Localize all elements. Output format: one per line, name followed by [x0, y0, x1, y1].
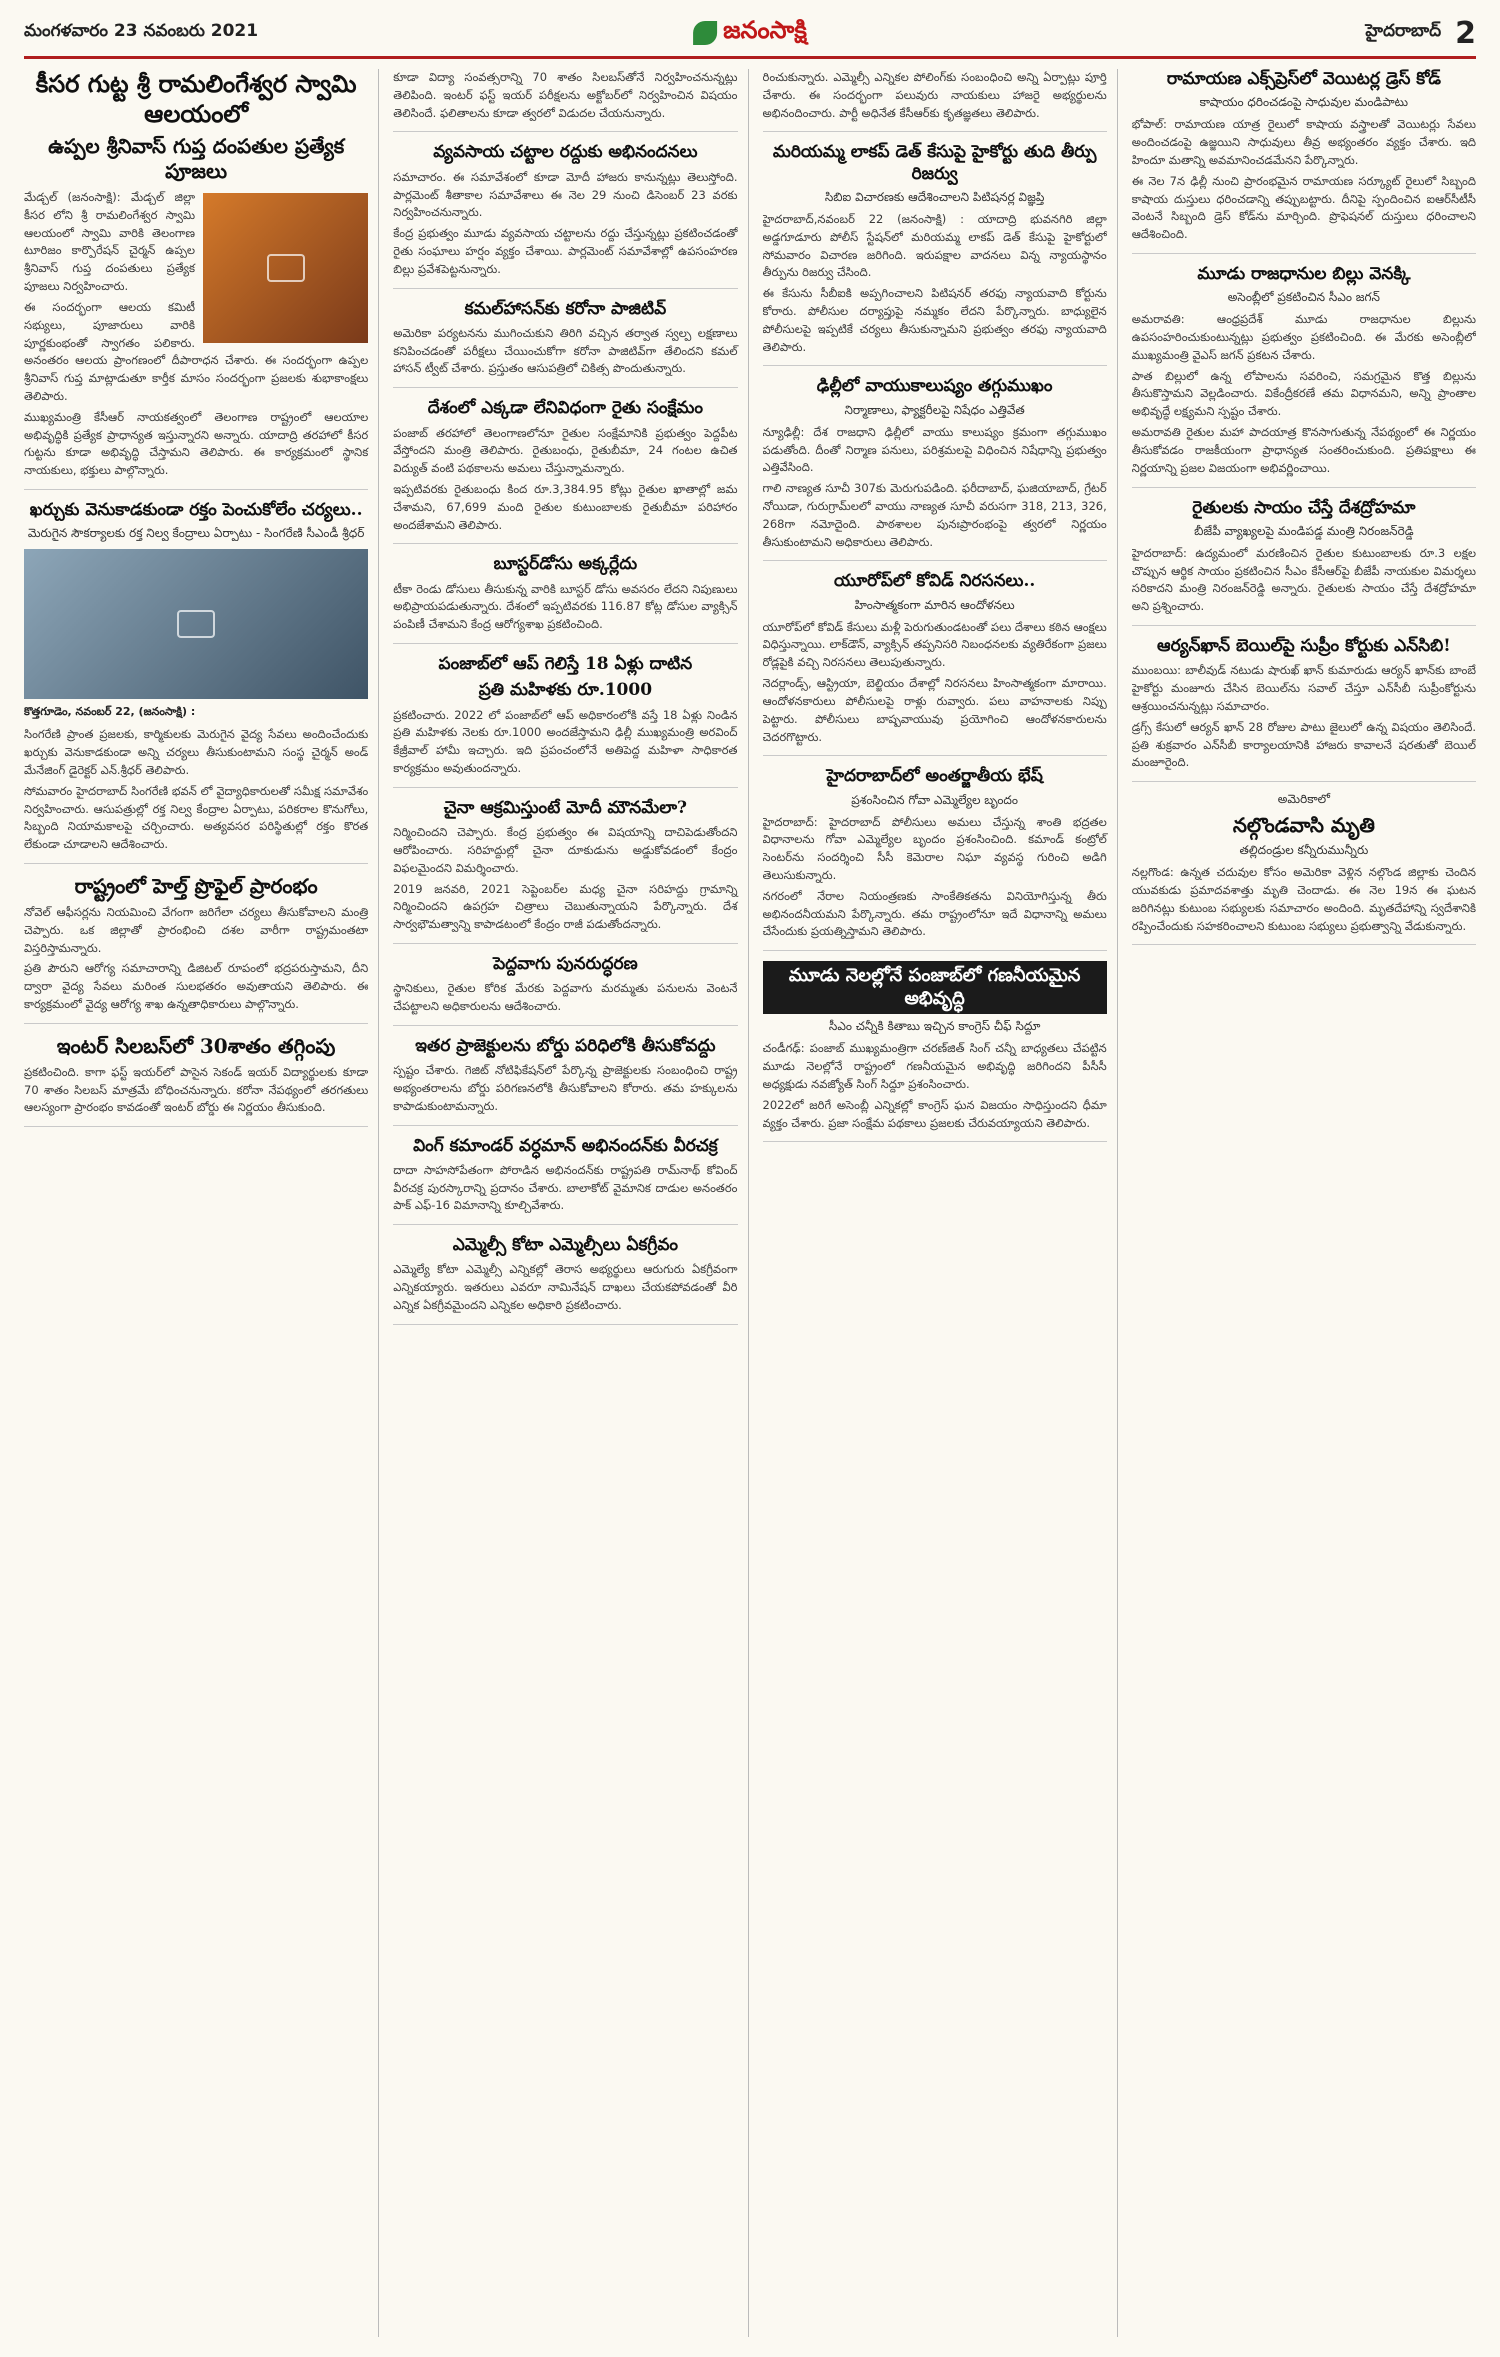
subheadline: సిబిఐ విచారణకు ఆదేశించాలని పిటిషనర్ల విజ్ఞప్తి	[824, 189, 1045, 204]
article	[393, 299, 737, 389]
headline: రైతులకు సాయం చేస్తే దేశద్రోహమా	[1192, 497, 1416, 518]
article-body	[1132, 116, 1476, 244]
headline: మరియమ్మ లాకప్ డెత్ కేసుపై హైకోర్టు తుది తీర్పు రిజర్వు	[772, 142, 1097, 184]
article	[393, 654, 737, 788]
paragraph: న్యూఢిల్లీ: దేశ రాజధాని ఢిల్లీలో వాయు కాలుష్యం క్రమంగా తగ్గుముఖం పడుతోంది. దీంతో నిర్మాణ పనులు, పరిశ్రమలపై విధించిన నిషేధాన్ని ప్రభుత్వం ఎత్తివేసింది.	[762, 424, 1107, 475]
subheadline: హింసాత్మకంగా మారిన ఆందోళనలు	[854, 597, 1015, 612]
paragraph: హైదరాబాద్: ఉద్యమంలో మరణించిన రైతుల కుటుంబాలకు రూ.3 లక్షల చొప్పున ఆర్థిక సాయం ప్రకటించిన సీఎం కేసీఆర్‌పై బీజేపీ నాయకుల విమర్శలు సరికాదని మంత్రి నిరంజన్‌రెడ్డి అన్నారు. రైతులకు సాయం చేస్తే దేశద్రోహమా అని ప్రశ్నించారు.	[1131, 545, 1476, 614]
paragraph: ముఖ్యమంత్రి కేసీఆర్ నాయకత్వంలో తెలంగాణ రాష్ట్రంలో ఆలయాల అభివృద్ధికి ప్రత్యేక ప్రాధాన్యత ఇస్తున్నారని అన్నారు. యాదాద్రి తరహాలో కీసర గుట్టను కూడా అభివృద్ధి చేస్తామని తెలిపారు. ఈ కార్యక్రమంలో స్థానిక నాయకులు, భక్తులు పాల్గొన్నారు.	[24, 409, 369, 478]
article	[1132, 498, 1476, 627]
article	[763, 766, 1107, 951]
article	[393, 1235, 737, 1325]
article	[393, 954, 737, 1026]
headline: ఎమ్మెల్సీ కోటా ఎమ్మెల్సీలు ఏకగ్రీవం	[452, 1235, 679, 1256]
column-3	[763, 69, 1118, 2337]
paragraph: హైదరాబాద్: హైదరాబాద్ పోలీసులు అమలు చేస్తున్న శాంతి భద్రతల విధానాలను గోవా ఎమ్మెల్యేల బృందం ప్రశంసించింది. కమాండ్ కంట్రోల్ సెంటర్‌ను సందర్శించి సీసీ కెమెరాల నిఘా వ్యవస్థ గురించి అడిగి తెలుసుకున్నారు.	[762, 814, 1107, 882]
column-2	[393, 69, 748, 2337]
paragraph: పంజాబ్ తరహాలో తెలంగాణలోనూ రైతుల సంక్షేమానికి ప్రభుత్వం పెద్దపీట వేస్తోందని మంత్రి తెలిపారు. రైతుబంధు, రైతుబీమా, 24 గంటల ఉచిత విద్యుత్ వంటి పథకాలను అమలు చేస్తున్నామన్నారు.	[393, 425, 738, 476]
paragraph: నోవెల్ ఆఫీసర్లను నియమించి వేగంగా జరిగేలా చర్యలు తీసుకోవాలని మంత్రి చెప్పారు. ఒక జిల్లాతో ప్రారంభించి దశల వారీగా రాష్ట్రమంతటా విస్తరిస్తామన్నారు.	[24, 904, 369, 955]
paragraph: మేడ్చల్ (జనంసాక్షి): మేడ్చల్ జిల్లా కీసర లోని శ్రీ రామలింగేశ్వర స్వామి ఆలయంలో స్వామి వారికి తెలంగాణ టూరిజం కార్పొరేషన్ చైర్మన్ ఉప్పల శ్రీనివాస్ గుప్త దంపతులు ప్రత్యేక పూజలు నిర్వహించారు.	[24, 190, 196, 294]
article	[1132, 264, 1476, 488]
paragraph: 2019 జనవరి, 2021 సెప్టెంబర్‌ల మధ్య చైనా సరిహద్దు గ్రామాన్ని నిర్మించిందని ఉపగ్రహ చిత్రాలు చెబుతున్నాయని పేర్కొన్నారు. దేశ సార్వభౌమత్వాన్ని కాపాడటంలో కేంద్రం రాజీ పడుతోందన్నారు.	[393, 881, 738, 932]
article	[393, 554, 737, 644]
issue-date: మంగళవారం 23 నవంబరు 2021	[24, 21, 259, 41]
article-body	[393, 169, 737, 279]
paragraph: ప్రకటించారు. 2022 లో పంజాబ్‌లో ఆప్ అధికారంలోకి వస్తే 18 ఏళ్లు నిండిన ప్రతి మహిళకు నెలకు రూ.1000 అందజేస్తామని ఢిల్లీ ముఖ్యమంత్రి అరవింద్ కేజ్రీవాల్ హామీ ఇచ్చారు. ఇది ప్రపంచంలోనే అతిపెద్ద మహిళా సాధికారత కార్యక్రమం అవుతుందన్నారు.	[393, 707, 738, 775]
headline: ఉప్పల శ్రీనివాస్ గుప్త దంపతుల ప్రత్యేక పూజలు	[48, 134, 345, 183]
article	[393, 142, 737, 288]
headline: రామాయణ ఎక్స్‌ప్రెస్‌లో వెయిటర్ల డ్రెస్ కోడ్	[1166, 69, 1441, 89]
paragraph: స్పష్టం చేశారు. గెజిట్ నోటిఫికేషన్‌లో పేర్కొన్న ప్రాజెక్టులకు సంబంధించి రాష్ట్ర అభ్యంతరాలను బోర్డు పరిగణనలోకి తీసుకోవాలని కోరారు. తమ హక్కులను కాపాడుకుంటామన్నారు.	[393, 1063, 738, 1113]
article-body	[1132, 311, 1476, 477]
meeting-photo	[24, 549, 368, 699]
headline: కీసర గుట్ట శ్రీ రామలింగేశ్వర స్వామి ఆలయంలో	[35, 69, 357, 128]
article	[763, 142, 1107, 366]
article-body	[393, 69, 737, 122]
headline: దేశంలో ఎక్కడా లేనివిధంగా రైతు సంక్షేమం	[427, 398, 703, 419]
kicker: అమెరికాలో	[1277, 792, 1330, 807]
paragraph: సోమవారం హైదరాబాద్ సింగరేణి భవన్ లో వైద్యాధికారులతో సమీక్ష సమావేశం నిర్వహించారు. ఆసుపత్రుల్లో రక్త నిల్వ కేంద్రాల ఏర్పాటు, పరికరాల కొనుగోలు, సిబ్బంది నియామకాలపై చర్చించారు. అత్యవసర పరిస్థితుల్లో రక్తం కొరత లేకుండా చూడాలని ఆదేశించారు.	[24, 783, 369, 852]
article	[393, 398, 737, 544]
paragraph: రించుకున్నారు. ఎమ్మెల్సీ ఎన్నికల పోలింగ్‌కు సంబంధించి అన్ని ఏర్పాట్లు పూర్తి చేశారు. ఈ సందర్భంగా పలువురు నాయకులు హాజరై అభ్యర్థులను అభినందించారు. పార్టీ అధినేత కేసీఆర్‌కు కృతజ్ఞతలు తెలిపారు.	[762, 70, 1107, 120]
article-body	[393, 1261, 737, 1314]
article	[393, 1036, 737, 1126]
headline: మూడు రాజధానుల బిల్లు వెనక్కి	[1197, 263, 1411, 284]
article	[763, 69, 1107, 132]
column-4	[1132, 69, 1476, 2337]
paragraph: సమాచారం. ఈ సమావేశంలో కూడా మోదీ హాజరు కానున్నట్లు తెలుస్తోంది. పార్లమెంట్ శీతాకాల సమావేశాలు ఈ నెల 29 నుంచి డిసెంబర్ 23 వరకు నిర్వహించనున్నారు.	[393, 169, 738, 220]
paragraph: యూరోప్‌లో కోవిడ్ కేసులు మళ్లీ పెరుగుతుండటంతో పలు దేశాలు కఠిన ఆంక్షలు విధిస్తున్నాయి. లాక్‌డౌన్, వ్యాక్సిన్ తప్పనిసరి నిబంధనలకు వ్యతిరేకంగా ప్రజలు రోడ్లపైకి వచ్చి నిరసనలు తెలుపుతున్నారు.	[762, 619, 1107, 670]
headline: పంజాబ్‌లో ఆప్ గెలిస్తే 18 ఏళ్లు దాటిన	[438, 654, 693, 675]
headline: నల్గొండవాసి మృతి	[1232, 813, 1375, 838]
headline: యూరోప్‌లో కోవిడ్ నిరసనలు..	[833, 571, 1036, 592]
paragraph: భోపాల్: రామాయణ యాత్ర రైలులో కాషాయ వస్త్రాలతో వెయిటర్లు సేవలు అందించడంపై ఉజ్జయిని సాధువులు తీవ్ర అభ్యంతరం వ్యక్తం చేశారు. ఇది హిందూ మతాన్ని అవమానించడమేనని పేర్కొన్నారు.	[1131, 117, 1476, 167]
headline: మూడు నెలల్లోనే పంజాబ్‌లో గణనీయమైన అభివృద్ధి	[763, 961, 1107, 1014]
paragraph: ఇప్పటివరకు రైతుబంధు కింద రూ.3,384.95 కోట్లు రైతుల ఖాతాల్లో జమ చేశామని, 67,699 మంది రైతుల కుటుంబాలకు రైతుబీమా పరిహారం అందజేశామని తెలిపారు.	[393, 481, 738, 532]
paragraph: ఎమ్మెల్యే కోటా ఎమ్మెల్సీ ఎన్నికల్లో తెరాస అభ్యర్థులు ఆరుగురు ఏకగ్రీవంగా ఎన్నికయ్యారు. ఇతరులు ఎవరూ నామినేషన్ దాఖలు చేయకపోవడంతో వీరి ఎన్నిక ఏకగ్రీవమైందని ఎన్నికల అధికారి ప్రకటించారు.	[393, 1262, 738, 1313]
headline: హైదరాబాద్‌లో అంతర్జాతీయ భేష్	[826, 766, 1043, 787]
article	[1132, 792, 1476, 945]
paragraph: నెదర్లాండ్స్, ఆస్ట్రియా, బెల్జియం దేశాల్లో నిరసనలు హింసాత్మకంగా మారాయి. ఆందోళనకారులు పోలీసులపై రాళ్లు రువ్వారు. పలు వాహనాలకు నిప్పు పెట్టారు. పోలీసులు బాష్పవాయువు ప్రయోగించి ఆందోళనకారులను చెదరగొట్టారు.	[762, 676, 1107, 744]
headline: ఖర్చుకు వెనుకాడకుండా రక్తం పెంచుకోలేం చర్యలు..	[29, 500, 363, 520]
paragraph: చండీగఢ్: పంజాబ్ ముఖ్యమంత్రిగా చరణ్‌జిత్ సింగ్ చన్నీ బాధ్యతలు చేపట్టిన మూడు నెలల్లోనే రాష్ట్రంలో గణనీయమైన అభివృద్ధి జరిగిందని పీసీసీ అధ్యక్షుడు నవజ్యోత్ సింగ్ సిద్దూ ప్రశంసించారు.	[762, 1041, 1107, 1091]
article-body	[763, 424, 1107, 552]
subheadline: నిర్మాణాలు, ఫ్యాక్టరీలపై నిషేధం ఎత్తివేత	[844, 402, 1025, 417]
article-body	[393, 1162, 737, 1215]
headline: బూస్టర్‌డోసు అక్కర్లేదు	[493, 554, 638, 575]
paragraph: స్థానికులు, రైతుల కోరిక మేరకు పెద్దవాగు మరమ్మతు పనులను వెంటనే చేపట్టాలని అధికారులను ఆదేశించారు.	[393, 981, 738, 1013]
article-body	[763, 1040, 1107, 1132]
article	[1132, 69, 1476, 254]
paragraph: గాలి నాణ్యత సూచీ 307కు మెరుగుపడింది. ఫరీదాబాద్, ఘజియాబాద్, గ్రేటర్ నోయిడా, గురుగ్రామ్‌లలో వాయు నాణ్యత సూచీ వరుసగా 318, 213, 326, 268గా నమోదైంది. పాఠశాలల పునఃప్రారంభంపై త్వరలో నిర్ణయం తీసుకుంటామని అధికారులు తెలిపారు.	[762, 481, 1107, 549]
masthead-right	[1365, 16, 1476, 51]
article	[1132, 636, 1476, 782]
headline: ఢిల్లీలో వాయుకాలుష్యం తగ్గుముఖం	[816, 376, 1053, 397]
article-body	[393, 1062, 737, 1115]
paragraph: 2022లో జరిగే అసెంబ్లీ ఎన్నికల్లో కాంగ్రెస్ ఘన విజయం సాధిస్తుందని ధీమా వ్యక్తం చేశారు. ప్రజా సంక్షేమ పథకాలు ప్రజలకు చేరువయ్యాయని తెలిపారు.	[762, 1097, 1107, 1130]
article-body	[24, 726, 368, 854]
headline: ఆర్యన్‌ఖాన్ బెయిల్‌పై సుప్రీం కోర్టుకు ఎన్‌సిబి!	[1157, 636, 1451, 656]
headline: కమల్‌హాసన్‌కు కరోనా పాజిటివ్	[464, 298, 667, 319]
article-body	[24, 904, 368, 1014]
article	[24, 69, 368, 490]
column-1	[24, 69, 379, 2337]
subheadline: సీఎం చన్నీకి కితాబు ఇచ్చిన కాంగ్రెస్ చీఫ్ సిద్దూ	[828, 1019, 1041, 1034]
paragraph: టీకా రెండు డోసులు తీసుకున్న వారికి బూస్టర్ డోసు అవసరం లేదని నిపుణులు అభిప్రాయపడుతున్నారు. దేశంలో ఇప్పటివరకు 116.87 కోట్ల డోసుల వ్యాక్సిన్ పంపిణీ చేశామని కేంద్ర ఆరోగ్యశాఖ ప్రకటించింది.	[393, 581, 738, 632]
paragraph: కేంద్ర ప్రభుత్వం మూడు వ్యవసాయ చట్టాలను రద్దు చేస్తున్నట్లు ప్రకటించడంతో రైతు సంఘాలు హర్షం వ్యక్తం చేశాయి. పార్లమెంట్ సమావేశాల్లో ఉపసంహరణ బిల్లు ప్రవేశపెట్టనున్నారు.	[393, 226, 738, 276]
headline: రాష్ట్రంలో హెల్త్ ప్రొఫైల్ ప్రారంభం	[74, 873, 318, 898]
subheadline: కాషాయం ధరించడంపై సాధువుల మండిపాటు	[1199, 95, 1409, 110]
article-body	[1132, 545, 1476, 616]
paragraph: ఈ నెల 7న ఢిల్లీ నుంచి ప్రారంభమైన రామాయణ సర్క్యూట్ రైలులో సిబ్బంది కాషాయ దుస్తులు ధరించడాన్ని తప్పుబట్టారు. దీనిపై స్పందించిన ఐఆర్‌సీటీసీ వెంటనే సిబ్బంది డ్రెస్ కోడ్‌ను మార్చింది. ప్రొఫెషనల్ దుస్తులు ధరించాలని ఆదేశించింది.	[1131, 173, 1476, 242]
article-body	[763, 211, 1107, 357]
subheadline: బీజేపీ వ్యాఖ్యలపై మండిపడ్డ మంత్రి నిరంజన్‌రెడ్డి	[1194, 523, 1414, 538]
subheadline: మెరుగైన సౌకర్యాలకు రక్త నిల్వ కేంద్రాలు ఏర్పాటు - సింగరేణి సీఎండీ శ్రీధర్	[27, 526, 365, 541]
article-body	[393, 425, 737, 535]
paragraph: హైదరాబాద్,నవంబర్ 22 (జనంసాక్షి) : యాదాద్రి భువనగిరి జిల్లా అడ్డగూడూరు పోలీస్ స్టేషన్‌లో మరియమ్మ లాకప్ డెత్ కేసుపై హైకోర్టులో సోమవారం విచారణ జరిగింది. ఇరుపక్షాల వాదనలు విన్న న్యాయస్థానం తీర్పును రిజర్వు చేసింది.	[762, 211, 1107, 280]
subheadline: అసెంబ్లీలో ప్రకటించిన సీఎం జగన్	[1227, 290, 1380, 305]
paragraph: అమెరికా పర్యటనను ముగించుకుని తిరిగి వచ్చిన తర్వాత స్వల్ప లక్షణాలు కనిపించడంతో పరీక్షలు చేయించుకోగా కరోనా పాజిటివ్‌గా తేలిందని కమల్ హాసన్ ట్వీట్ చేశారు. ప్రస్తుతం ఆసుపత్రిలో చికిత్స పొందుతున్నారు.	[393, 325, 738, 376]
article-body	[24, 1064, 368, 1117]
headline: వింగ్ కమాండర్ వర్ధమాన్ అభినందన్‌కు వీరచక్ర	[413, 1135, 718, 1156]
article-body	[393, 325, 737, 378]
article	[24, 500, 368, 864]
article	[393, 69, 737, 132]
edition-city: హైదరాబాద్	[1365, 21, 1442, 41]
newspaper-logo	[693, 16, 807, 50]
article-body	[1132, 864, 1476, 935]
paragraph: నగరంలో నేరాల నియంత్రణకు సాంకేతికతను వినియోగిస్తున్న తీరు అభినందనీయమని పేర్కొన్నారు. తమ రాష్ట్రంలోనూ ఇదే విధానాన్ని అమలు చేసేందుకు ప్రయత్నిస్తామని తెలిపారు.	[762, 888, 1107, 939]
paragraph: సింగరేణి ప్రాంత ప్రజలకు, కార్మికులకు మెరుగైన వైద్య సేవలు అందించేందుకు ఖర్చుకు వెనుకాడకుండా అన్ని చర్యలు తీసుకుంటామని సంస్థ చైర్మన్ అండ్ మేనేజింగ్ డైరెక్టర్ ఎన్.శ్రీధర్ తెలిపారు.	[24, 727, 369, 777]
headline: ఇంటర్ సిలబస్‌లో 30శాతం తగ్గింపు	[56, 1033, 336, 1058]
paragraph: ప్రకటించింది. కాగా ఫస్ట్ ఇయర్‌లో పాసైన సెకండ్ ఇయర్ విద్యార్థులకు కూడా 70 శాతం సిలబస్ మాత్రమే బోధించనున్నారు. కరోనా నేపథ్యంలో తరగతులు ఆలస్యంగా ప్రారంభం కావడంతో ఇంటర్ బోర్డు ఈ నిర్ణయం తీసుకుంది.	[24, 1064, 369, 1115]
headline: ప్రతి మహిళకు రూ.1000	[478, 680, 653, 701]
article	[763, 961, 1107, 1142]
article	[763, 376, 1107, 561]
paragraph: డ్రగ్స్ కేసులో ఆర్యన్ ఖాన్ 28 రోజుల పాటు జైలులో ఉన్న విషయం తెలిసిందే. ప్రతి శుక్రవారం ఎన్‌సీబీ కార్యాలయానికి హాజరు కావాలనే షరతుతో బెయిల్ మంజూరైంది.	[1131, 719, 1476, 770]
paragraph: దాదా సాహసోపేతంగా పోరాడిన అభినందన్‌కు రాష్ట్రపతి రామ్‌నాథ్ కోవింద్ వీరచక్ర పురస్కారాన్ని ప్రదానం చేశారు. బాలాకోట్ వైమానిక దాడుల అనంతరం పాక్ ఎఫ్-16 విమానాన్ని కూల్చివేశారు.	[393, 1162, 738, 1213]
photo-icon	[267, 254, 305, 282]
article	[763, 571, 1107, 756]
headline: పెద్దవాగు పునరుద్ధరణ	[493, 953, 638, 974]
article-body	[763, 619, 1107, 747]
paragraph: ప్రతి పౌరుని ఆరోగ్య సమాచారాన్ని డిజిటల్ రూపంలో భద్రపరుస్తామని, దీని ద్వారా వైద్య సేవలు మరింత సులభతరం అవుతాయని తెలిపారు. ఈ కార్యక్రమంలో వైద్య ఆరోగ్య శాఖ ఉన్నతాధికారులు పాల్గొన్నారు.	[24, 961, 369, 1011]
dateline: కొత్తగూడెం, నవంబర్ 22, (జనంసాక్షి) :	[24, 705, 196, 719]
leaf-icon	[693, 21, 717, 45]
article-body	[393, 824, 737, 934]
article-body	[763, 69, 1107, 122]
article	[24, 1034, 368, 1127]
paragraph: కూడా విద్యా సంవత్సరాన్ని 70 శాతం సిలబస్‌తోనే నిర్వహించనున్నట్లు తెలిపింది. ఇంటర్ ఫస్ట్ ఇయర్ పరీక్షలను అక్టోబర్‌లో నిర్వహించిన విషయం తెలిసిందే. ఫలితాలను కూడా త్వరలో విడుదల చేయనున్నారు.	[393, 70, 738, 120]
paragraph: నల్లగొండ: ఉన్నత చదువుల కోసం అమెరికా వెళ్లిన నల్గొండ జిల్లాకు చెందిన యువకుడు ప్రమాదవశాత్తు మృతి చెందాడు. ఈ నెల 19న ఈ ఘటన జరిగినట్లు కుటుంబ సభ్యులకు సమాచారం అందింది. మృతదేహాన్ని స్వదేశానికి రప్పించేందుకు సహకరించాలని కుటుంబ సభ్యులు ప్రభుత్వాన్ని వేడుకున్నారు.	[1131, 865, 1476, 933]
paragraph: ఈ సందర్భంగా ఆలయ కమిటీ సభ్యులు, పూజారులు వారికి పూర్ణకుంభంతో స్వాగతం పలికారు. అనంతరం ఆలయ ప్రాంగణంలో దీపారాధన చేశారు. ఈ సందర్భంగా ఉప్పల శ్రీనివాస్ గుప్త మాట్లాడుతూ కార్తీక మాసం సందర్భంగా ప్రజలకు శుభాకాంక్షలు తెలిపారు.	[24, 299, 369, 403]
headline: ఇతర ప్రాజెక్టులను బోర్డు పరిధిలోకి తీసుకోవద్దు	[415, 1035, 716, 1056]
article	[393, 1136, 737, 1226]
article-body	[763, 814, 1107, 942]
paragraph: అమరావతి రైతుల మహా పాదయాత్ర కొనసాగుతున్న నేపథ్యంలో ఈ నిర్ణయం తీసుకోవడం రాజకీయంగా ప్రాధాన్యత సంతరించుకుంది. ప్రతిపక్షాలు ఈ నిర్ణయాన్ని ప్రజల విజయంగా అభివర్ణించాయి.	[1131, 425, 1476, 475]
paragraph: నిర్మించిందని చెప్పారు. కేంద్ర ప్రభుత్వం ఈ విషయాన్ని దాచిపెడుతోందని ఆరోపించారు. సరిహద్దుల్లో చైనా దూకుడును అడ్డుకోవడంలో కేంద్రం విఫలమైందని విమర్శించారు.	[393, 825, 738, 875]
paragraph: ఈ కేసును సీబీఐకి అప్పగించాలని పిటిషనర్ తరఫు న్యాయవాది కోర్టును కోరారు. పోలీసుల దర్యాప్తుపై నమ్మకం లేదని పేర్కొన్నారు. బాధ్యులైన పోలీసులపై ఇప్పటికే చర్యలు తీసుకున్నామని ప్రభుత్వం తరఫు న్యాయవాది తెలిపారు.	[762, 286, 1107, 354]
paragraph: అమరావతి: ఆంధ్రప్రదేశ్ మూడు రాజధానుల బిల్లును ఉపసంహరించుకుంటున్నట్లు ప్రభుత్వం ప్రకటించింది. ఈ మేరకు అసెంబ్లీలో ముఖ్యమంత్రి వైఎస్ జగన్ ప్రకటన చేశారు.	[1131, 312, 1476, 362]
subheadline: ప్రశంసించిన గోవా ఎమ్మెల్యేల బృందం	[851, 792, 1018, 807]
temple-photo	[203, 193, 368, 343]
article-body	[393, 980, 737, 1016]
article	[393, 798, 737, 944]
subheadline: తల్లిదండ్రుల కన్నీరుమున్నీరు	[1239, 843, 1369, 858]
article-body	[393, 707, 737, 778]
page-number: 2	[1455, 15, 1476, 51]
columns	[24, 69, 1476, 2337]
logo-text: జనంసాక్షి	[723, 16, 807, 44]
article-body	[1132, 662, 1476, 772]
article	[24, 874, 368, 1024]
masthead	[24, 10, 1476, 59]
headline: వ్యవసాయ చట్టాల రద్దుకు అభినందనలు	[433, 142, 698, 163]
photo-icon	[177, 610, 215, 638]
paragraph: పాత బిల్లులో ఉన్న లోపాలను సవరించి, సమగ్రమైన కొత్త బిల్లును తీసుకొస్తామని వెల్లడించారు. వికేంద్రీకరణే తమ విధానమని, అన్ని ప్రాంతాల అభివృద్ధే లక్ష్యమని స్పష్టం చేశారు.	[1131, 368, 1476, 419]
headline: చైనా ఆక్రమిస్తుంటే మోదీ మౌనమేలా?	[443, 797, 687, 818]
paragraph: ముంబయి: బాలీవుడ్ నటుడు షారుఖ్ ఖాన్ కుమారుడు ఆర్యన్ ఖాన్‌కు బాంబే హైకోర్టు మంజూరు చేసిన బెయిల్‌ను సవాల్ చేస్తూ ఎన్‌సీబీ సుప్రీంకోర్టును ఆశ్రయించనున్నట్లు సమాచారం.	[1131, 663, 1476, 713]
article-body	[393, 581, 737, 634]
